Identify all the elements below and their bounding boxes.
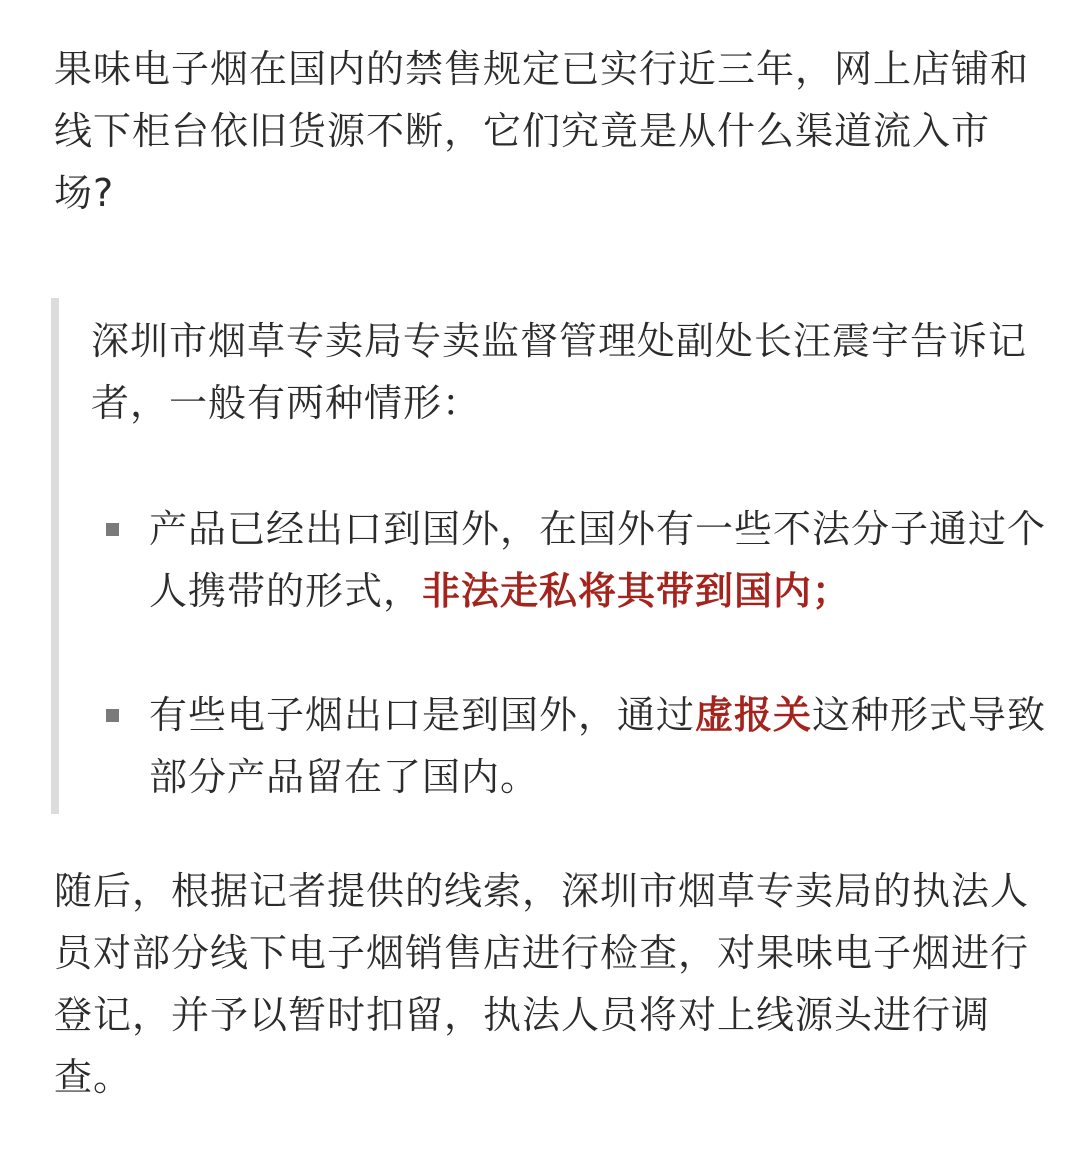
square-bullet-icon xyxy=(106,523,119,536)
bullet-emphasis: 非法走私将其带到国内； xyxy=(422,569,852,613)
intro-paragraph: 果味电子烟在国内的禁售规定已实行近三年，网上店铺和线下柜台依旧货源不断，它们究竟是从什么渠道流入市场? xyxy=(54,47,1030,215)
bullet-list xyxy=(91,498,1053,808)
bullet-item-smuggling xyxy=(91,498,1053,622)
quote-lead-text: 深圳市烟草专卖局专卖监督管理处副处长汪震宇告诉记者，一般有两种情形： xyxy=(91,319,1028,425)
bullet-text: 有些电子烟出口是到国外，通过 xyxy=(149,693,696,737)
square-bullet-icon xyxy=(106,709,119,722)
bullet-text: 产品已经出口到国外，在国外有一些不法分子通过个人携带的形式， xyxy=(149,507,1047,613)
blockquote xyxy=(51,298,1051,814)
followup-paragraph: 随后，根据记者提供的线索，深圳市烟草专卖局的执法人员对部分线下电子烟销售店进行检查，对果味电子烟进行登记，并予以暂时扣留，执法人员将对上线源头进行调查。 xyxy=(54,869,1030,1099)
bullet-emphasis: 虚报关 xyxy=(695,693,813,737)
bullet-item-false-declaration xyxy=(91,684,1053,808)
bullet-text-after: 这种形式导致部分产品留在了国内。 xyxy=(149,693,1047,799)
